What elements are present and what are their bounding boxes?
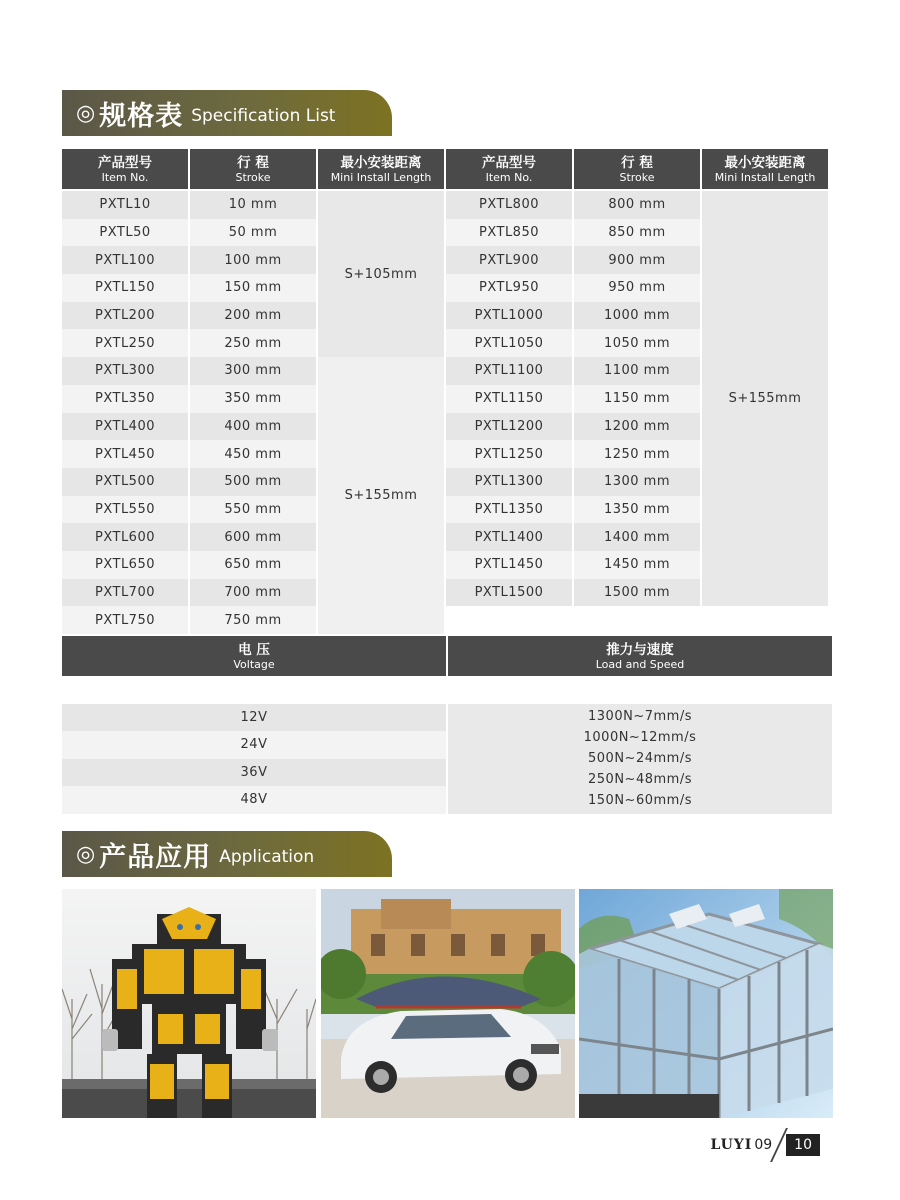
header-load-speed: 推力与速度 Load and Speed (448, 636, 832, 676)
stroke-cell: 400 mm (190, 413, 316, 441)
stroke-cell: 700 mm (190, 579, 316, 607)
item-no-cell: PXTL900 (446, 246, 572, 274)
brand-name: LUYI (710, 1137, 753, 1153)
car-umbrella-photo (321, 889, 575, 1118)
page-number-right: 10 (786, 1134, 820, 1156)
item-no-cell: PXTL700 (62, 579, 188, 607)
item-no-cell: PXTL500 (62, 468, 188, 496)
bullet-circle-icon: ◎ (76, 841, 96, 867)
item-no-cell: PXTL1000 (446, 302, 572, 330)
stroke-cell: 10 mm (190, 191, 316, 219)
item-no-cell: PXTL600 (62, 523, 188, 551)
install-length-cell: S+155mm (318, 357, 444, 634)
voltage-cell: 48V (62, 786, 446, 814)
item-no-cell: PXTL300 (62, 357, 188, 385)
item-no-cell: PXTL1200 (446, 413, 572, 441)
spec-table (60, 149, 830, 634)
spec-header-row (62, 149, 828, 189)
voltage-row (62, 704, 832, 732)
voltage-header-row (62, 636, 832, 676)
stroke-cell: 50 mm (190, 219, 316, 247)
spec-row (62, 606, 828, 634)
application-section-banner (62, 831, 392, 877)
install-length-cell: S+155mm (702, 191, 828, 606)
item-no-cell: PXTL10 (62, 191, 188, 219)
application-title-en: Application (219, 847, 315, 867)
stroke-cell: 200 mm (190, 302, 316, 330)
stroke-cell: 950 mm (574, 274, 700, 302)
stroke-cell: 550 mm (190, 496, 316, 524)
item-no-cell: PXTL100 (62, 246, 188, 274)
stroke-cell: 500 mm (190, 468, 316, 496)
spec-title-zh: 规格表 (99, 100, 184, 132)
stroke-cell: 650 mm (190, 551, 316, 579)
header-stroke-left: 行 程 Stroke (190, 149, 316, 189)
header-install-right: 最小安装距离 Mini Install Length (702, 149, 828, 189)
stroke-cell: 1350 mm (574, 496, 700, 524)
item-no-cell: PXTL1450 (446, 551, 572, 579)
item-no-cell: PXTL1350 (446, 496, 572, 524)
header-item-left: 产品型号 Item No. (62, 149, 188, 189)
item-no-cell: PXTL400 (62, 413, 188, 441)
item-no-cell: PXTL450 (62, 440, 188, 468)
robot-photo (62, 889, 316, 1118)
item-no-cell: PXTL350 (62, 385, 188, 413)
stroke-cell: 150 mm (190, 274, 316, 302)
item-no-cell: PXTL1500 (446, 579, 572, 607)
sunroof-photo (579, 889, 833, 1118)
stroke-cell: 1050 mm (574, 329, 700, 357)
stroke-cell: 100 mm (190, 246, 316, 274)
stroke-cell: 800 mm (574, 191, 700, 219)
page-number-left: 09 (754, 1137, 773, 1153)
stroke-cell: 1150 mm (574, 385, 700, 413)
install-length-cell: S+105mm (318, 191, 444, 357)
item-no-cell: PXTL1300 (446, 468, 572, 496)
stroke-cell: 900 mm (574, 246, 700, 274)
stroke-cell: 750 mm (190, 606, 316, 634)
stroke-cell: 1100 mm (574, 357, 700, 385)
item-no-cell: PXTL250 (62, 329, 188, 357)
stroke-cell: 300 mm (190, 357, 316, 385)
stroke-cell: 850 mm (574, 219, 700, 247)
item-no-cell: PXTL1400 (446, 523, 572, 551)
voltage-cell: 12V (62, 704, 446, 732)
stroke-cell: 1450 mm (574, 551, 700, 579)
item-no-cell: PXTL200 (62, 302, 188, 330)
spec-row (62, 191, 828, 219)
spec-title-en: Specification List (191, 106, 336, 126)
header-install-left: 最小安装距离 Mini Install Length (318, 149, 444, 189)
item-no-cell: PXTL1050 (446, 329, 572, 357)
item-no-cell: PXTL950 (446, 274, 572, 302)
item-no-cell: PXTL650 (62, 551, 188, 579)
header-item-right: 产品型号 Item No. (446, 149, 572, 189)
application-photos (62, 889, 833, 1118)
spec-section-banner (62, 90, 392, 136)
item-no-cell: PXTL1150 (446, 385, 572, 413)
stroke-cell: 1000 mm (574, 302, 700, 330)
stroke-cell: 600 mm (190, 523, 316, 551)
item-no-cell: PXTL1250 (446, 440, 572, 468)
stroke-cell: 450 mm (190, 440, 316, 468)
bullet-circle-icon: ◎ (76, 100, 96, 126)
header-voltage: 电 压 Voltage (62, 636, 446, 676)
stroke-cell: 350 mm (190, 385, 316, 413)
stroke-cell: 1300 mm (574, 468, 700, 496)
blank-cell (446, 606, 828, 634)
item-no-cell: PXTL800 (446, 191, 572, 219)
application-title-zh: 产品应用 (99, 841, 212, 873)
header-stroke-right: 行 程 Stroke (574, 149, 700, 189)
stroke-cell: 1200 mm (574, 413, 700, 441)
item-no-cell: PXTL1100 (446, 357, 572, 385)
voltage-table (60, 636, 834, 814)
stroke-cell: 250 mm (190, 329, 316, 357)
stroke-cell: 1500 mm (574, 579, 700, 607)
item-no-cell: PXTL750 (62, 606, 188, 634)
load-speed-cell: 1300N~7mm/s 1000N~12mm/s 500N~24mm/s 250N~48mm/s 150N~60mm/s (448, 704, 832, 814)
stroke-cell: 1400 mm (574, 523, 700, 551)
item-no-cell: PXTL50 (62, 219, 188, 247)
voltage-cell: 24V (62, 731, 446, 759)
item-no-cell: PXTL550 (62, 496, 188, 524)
voltage-cell: 36V (62, 759, 446, 787)
item-no-cell: PXTL150 (62, 274, 188, 302)
stroke-cell: 1250 mm (574, 440, 700, 468)
page-footer (711, 1128, 821, 1162)
item-no-cell: PXTL850 (446, 219, 572, 247)
